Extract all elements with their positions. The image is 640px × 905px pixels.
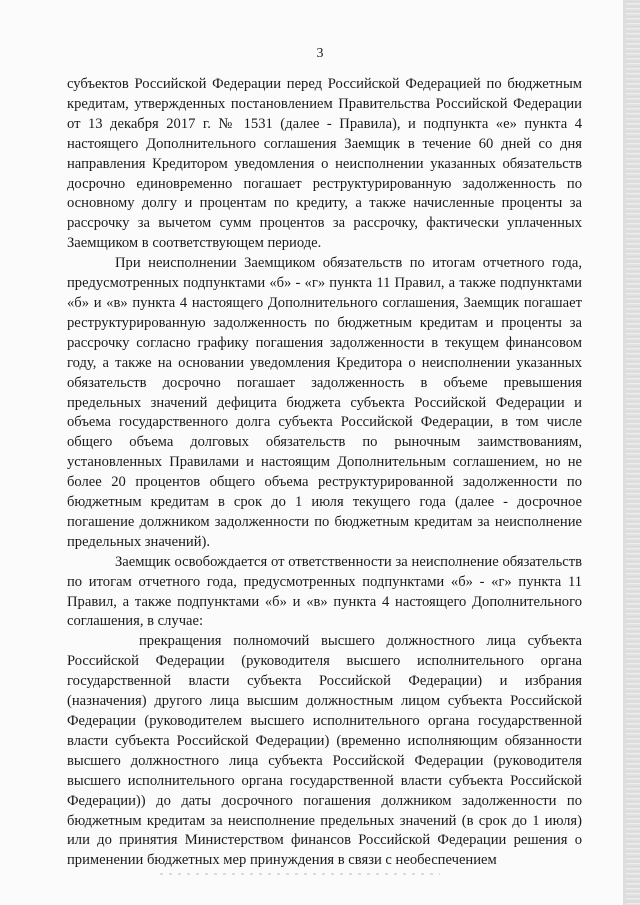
paragraph-continuation: субъектов Российской Федерации перед Российской Федерацией по бюджетным кредитам, утвержденных постановлением Правительства Российской Федерации от 13 декабря 2017 г. № 1531 (далее - Правила), и подпункта «е» пункта 4 настоящего Дополнительного соглашения Заемщик в течение 60 дней со дня направления Кредитором уведомления о неисполнении указанных обязательств досрочно единовременно погашает реструктурированную задолженность по основному долгу и процентам по кредиту, а также начисленные проценты за рассрочку за вычетом сумм процентов за рассрочку, фактически уплаченных Заемщиком в соответствующем периоде. — [67, 76, 582, 252]
document-body — [67, 75, 582, 871]
page-number: 3 — [316, 46, 324, 61]
paragraph-exemption: Заемщик освобождается от ответственности за неисполнение обязательств по итогам отчетного года, предусмотренных подпунктами «б» - «г» пункта 11 Правил, а также подпунктами «б» и «в» пункта 4 настоящего Дополнительного соглашения, в случае: — [67, 553, 582, 630]
scan-edge-artifact — [626, 0, 640, 905]
scan-noise-artifact — [160, 873, 440, 875]
paragraph-termination-case: прекращения полномочий высшего должностного лица субъекта Российской Федерации (руководителя высшего исполнительного органа государственной власти субъекта Российской Федерации) и избрания (назначения) другого лица высшим должностным лицом субъекта Российской Федерации (руководителем высшего исполнительного органа государственной власти субъекта Российской Федерации) (временно исполняющим обязанности высшего должностного лица субъекта Российской Федерации (руководителя высшего исполнительного органа государственной власти субъекта Российской Федерации)) до даты досрочного погашения должником задолженности по бюджетным кредитам за неисполнение предельных значений (в срок до 1 июля) или до принятия Министерством финансов Российской Федерации решения о применении бюджетных мер принуждения в связи с необеспечением — [67, 633, 582, 869]
paragraph-nonfulfillment: При неисполнении Заемщиком обязательств по итогам отчетного года, предусмотренных подпунктами «б» - «г» пункта 11 Правил, а также подпунктами «б» и «в» пункта 4 настоящего Дополнительного соглашения, Заемщик погашает реструктурированную задолженность по бюджетным кредитам и проценты за рассрочку согласно графику погашения задолженности в текущем финансовом году, а также на основании уведомления Кредитора о неисполнении указанных обязательств досрочно погашает задолженность в объеме превышения предельных значений дефицита бюджета субъекта Российской Федерации и объема государственного долга субъекта Российской Федерации, в том числе общего объема долговых обязательств по рыночным заимствованиям, установленных Правилами и настоящим Дополнительным соглашением, но не более 20 процентов общего объема реструктурированной задолженности по бюджетным кредитам в срок до 1 июля текущего года (далее - досрочное погашение должником задолженности по бюджетным кредитам за неисполнение предельных значений). — [67, 255, 582, 550]
